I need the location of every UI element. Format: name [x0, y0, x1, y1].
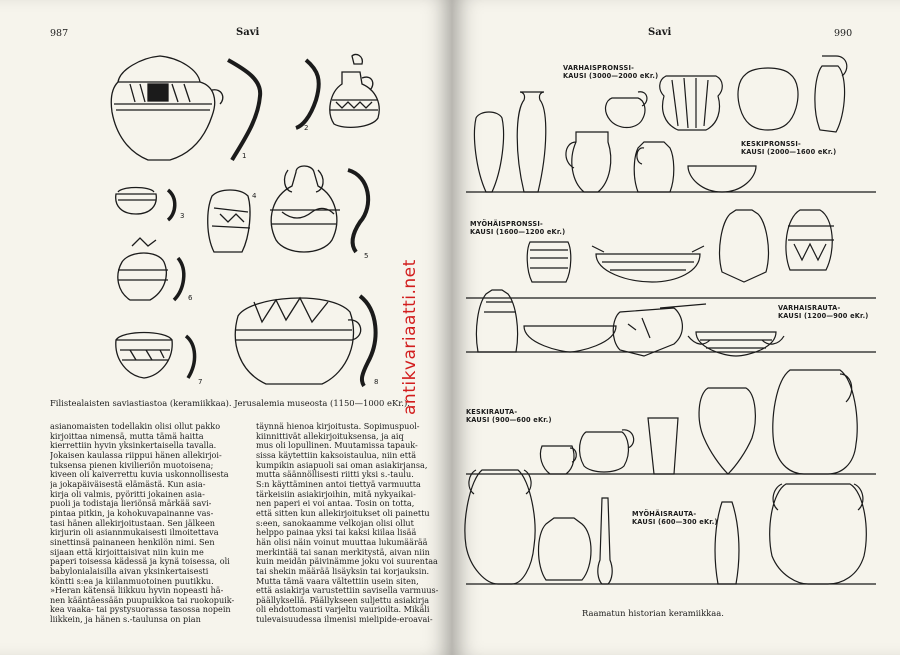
- text-line: nen paperi ei voi antaa. Tosin on totta,: [256, 499, 415, 509]
- vessel-middle-iron-4: [699, 388, 755, 474]
- pottery-vessel-1: [111, 56, 260, 160]
- period-label-early-iron: VARHAISRAUTA- KAUSI (1200—900 eKr.): [778, 304, 869, 320]
- text-line: kirjoittaa nimensä, mutta tämä haitta: [50, 431, 204, 441]
- philistine-pottery-illustration: [0, 0, 452, 400]
- vessel-late-iron-3: [598, 498, 612, 584]
- vessel-early-iron-2: [524, 326, 616, 352]
- pottery-vessel-2: [296, 60, 319, 128]
- vessel-early-iron-1: [476, 290, 517, 352]
- right-page-number: 990: [834, 28, 853, 39]
- period-label-late-iron: MYÖHÄISRAUTA- KAUSI (600—300 eKr.): [632, 510, 718, 526]
- vessel-middle-iron-1: [540, 446, 576, 474]
- vessel-middle-iron-3: [648, 418, 678, 474]
- figure-number-7: 7: [198, 378, 203, 386]
- text-line: ja jokapäiväisestä elämästä. Kun asia-: [50, 479, 206, 489]
- text-line: kirjurin oli asiannmukaisesti ilmoitettava: [50, 528, 219, 538]
- text-line: kumpikin asiapuoli sai oman asiakirjansa,: [256, 460, 428, 470]
- left-figure-caption: Filistealaisten saviastiastoa (keramiikkaa). Jerusalemia museosta (1150—1000 eKr.).: [50, 398, 410, 408]
- pottery-vessel-4: [208, 190, 250, 252]
- vessel-early-bronze-1: [474, 112, 503, 192]
- watermark-text: antikvariaatti.net: [400, 259, 420, 415]
- text-line: että asiakirja varustettiin savisella varmuus-: [256, 586, 439, 596]
- text-line: sijaan että kirjoittaisivat niin kuin me: [50, 547, 204, 557]
- text-line: babylonialaisilla aivan yksinkertaisesti: [50, 566, 209, 576]
- figure-number-5: 5: [364, 252, 369, 260]
- vessel-late-iron-1: [465, 470, 535, 584]
- text-line: S:n käyttäminen antoi tiettyä varmuutta: [256, 479, 421, 489]
- left-text-column-2: [256, 422, 442, 625]
- text-line: että sitten kun allekirjoitukset oli painettu: [256, 508, 430, 518]
- text-line: tulevaisuudessa ilmenisi mielipide-eroavai-: [256, 615, 433, 625]
- text-line: Mutta tämä vaara vältettiin usein siten,: [256, 576, 419, 586]
- right-page: [452, 0, 900, 655]
- text-line: sinettinsä painaneen henkilön nimi. Sen: [50, 537, 215, 547]
- text-line: sissa käytettiin kaksoistaulua, niin että: [256, 450, 417, 460]
- pottery-vessel-3: [116, 188, 175, 221]
- vessel-late-iron-5: [770, 484, 867, 584]
- text-line: »Heran kätensä liikkuu hyvin nopeasti hä-: [50, 586, 224, 596]
- text-line: s:een, sanokaamme velkojan olisi ollut: [256, 518, 414, 528]
- pottery-vessel-6: [118, 238, 184, 300]
- text-line: asianomaisten todellakin olisi ollut pakko: [50, 422, 221, 431]
- period-label-early-bronze: VARHAISPRONSSI- KAUSI (3000—2000 eKr.): [563, 64, 659, 80]
- vessel-late-iron-2: [539, 518, 592, 580]
- vessel-early-bronze-4: [660, 76, 723, 130]
- figure-number-2: 2: [304, 124, 309, 132]
- vessel-late-bronze-1: [527, 242, 571, 282]
- pottery-vessel-jug: [330, 54, 379, 127]
- vessel-middle-iron-5: [773, 370, 857, 474]
- pottery-vessel-5: [270, 166, 368, 252]
- text-line: helppo painaa yksi tai kaksi kiilaa lisää: [256, 528, 417, 538]
- text-line: pintaa pitkin, ja kohokuvapainanne vas-: [50, 508, 214, 518]
- vessel-early-bronze-6: [815, 56, 847, 132]
- text-line: kiveen oli kaiverrettu kuvia uskonnollisesta: [50, 470, 229, 480]
- text-line: kiinnittivät allekirjoituksensa, ja aiq: [256, 431, 404, 441]
- vessel-middle-bronze-3: [688, 166, 756, 192]
- text-line: hän olisi näin voinut muuttaa lukumäärää: [256, 537, 428, 547]
- period-label-late-bronze: MYÖHÄISPRONSSI- KAUSI (1600—1200 eKr.): [470, 220, 566, 236]
- vessel-late-bronze-3: [720, 210, 769, 282]
- figure-number-1: 1: [242, 152, 247, 160]
- vessel-early-bronze-5: [738, 68, 798, 130]
- text-line: tai shekin määrää lisäyksin tai korjauksin.: [256, 566, 430, 576]
- figure-number-4: 4: [252, 192, 257, 200]
- period-label-middle-iron: KESKIRAUTA- KAUSI (900—600 eKr.): [466, 408, 552, 424]
- text-line: Jokaisen kaulassa riippui hänen allekirjoi-: [50, 450, 222, 460]
- text-line: kirja oli valmis, pyöritti jokainen asia-: [50, 489, 205, 499]
- text-line: täynnä hienoa kirjoitusta. Sopimuspuol-: [256, 422, 420, 431]
- figure-number-3: 3: [180, 212, 185, 220]
- vessel-late-bronze-2: [592, 246, 704, 282]
- text-line: mutta säännöllisesti riitti yksi s.-taulu.: [256, 470, 414, 480]
- text-line: tuksensa pienen kivilieriön muotoisena;: [50, 460, 214, 470]
- right-figure-caption: Raamatun historian keramiikkaa.: [582, 608, 724, 618]
- vessel-middle-bronze-2: [634, 142, 674, 192]
- text-line: kea vaaka- tai pystysuorassa tasossa nopein: [50, 605, 231, 615]
- text-line: tärkeisiin asiakirjoihin, mitä nykyaikai-: [256, 489, 416, 499]
- text-line: tasi hänen allekirjoitustaan. Sen jälkeen: [50, 518, 215, 528]
- left-running-head: Savi: [236, 27, 260, 38]
- text-line: kierrettiin hyvin yksinkertaisella tavalla.: [50, 441, 217, 451]
- text-line: nen kääntäessään puupuikkoa tai ruokopuik-: [50, 595, 235, 605]
- text-line: köntti s:ea ja kiilanmuotoinen puutikku.: [50, 576, 214, 586]
- text-line: paperi toisessa kädessä ja kynä toisessa, oli: [50, 557, 230, 567]
- vessel-late-iron-4: [715, 502, 739, 584]
- figure-number-6: 6: [188, 294, 193, 302]
- vessel-early-iron-3: [613, 304, 706, 356]
- right-running-head: Savi: [648, 27, 672, 38]
- text-line: oli ehdottomasti varjeltu vaurioilta. Mikäli: [256, 605, 430, 615]
- pottery-vessel-7: [116, 333, 195, 379]
- vessel-early-bronze-3: [606, 92, 647, 128]
- text-line: liikkein, ja hänen s.-taulunsa on pian: [50, 615, 201, 625]
- left-page-number: 987: [50, 28, 69, 39]
- figure-number-8: 8: [374, 378, 379, 386]
- vessel-middle-iron-2: [580, 430, 634, 472]
- period-label-middle-bronze: KESKIPRONSSI- KAUSI (2000—1600 eKr.): [741, 140, 837, 156]
- text-line: päällyksellä. Päällykseen suljettu asiakirja: [256, 595, 430, 605]
- vessel-middle-bronze-1: [566, 132, 611, 192]
- left-text-column-1: [50, 422, 246, 625]
- text-line: mus oli lopullinen. Muutamissa tapauk-: [256, 441, 418, 451]
- text-line: kuin meidän päivinämme joku voi suurentaa: [256, 557, 438, 567]
- text-line: merkintää tai sanan merkitystä, aivan niin: [256, 547, 430, 557]
- text-line: puoli ja todistaja lieriönsä märkää savi-: [50, 499, 212, 509]
- vessel-late-bronze-4: [786, 210, 834, 270]
- vessel-early-bronze-2: [517, 92, 546, 192]
- pottery-vessel-8: [235, 296, 375, 386]
